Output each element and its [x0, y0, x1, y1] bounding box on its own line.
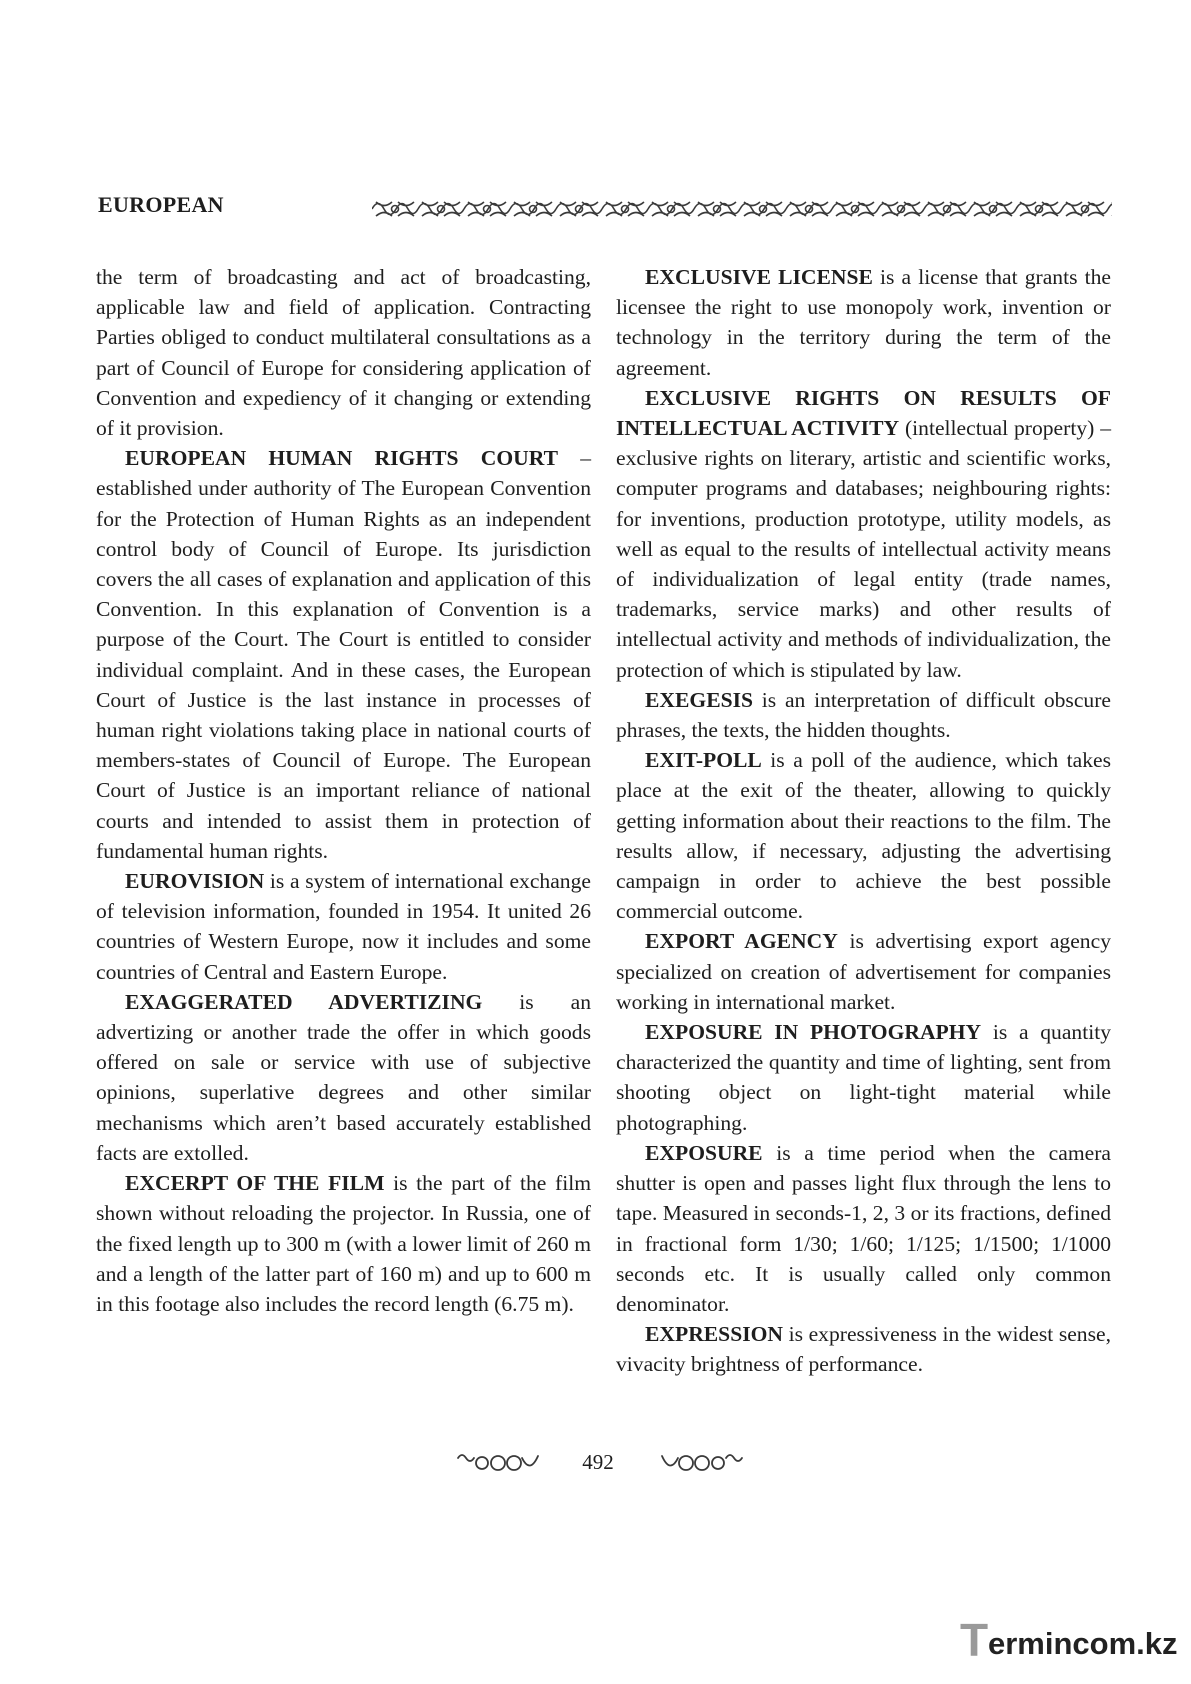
entry-text: is a quantity characterized the quantity and time of lighting, sent from shooting object on light-tight material while photographing.: [616, 1020, 1111, 1135]
entry-text: is an interpretation of difficult obscure phrases, the texts, the hidden thoughts.: [616, 687, 1111, 743]
entry-term: EUROPEAN HUMAN RIGHTS COURT: [125, 446, 558, 471]
entry-term: EXPOSURE IN PHOTOGRAPHY: [645, 1020, 982, 1045]
entry-text: is an advertizing or another trade the offer in which goods offered on sale or service with use of subjective opinions, superlative degrees and other similar mechanisms which aren’t based accurately established facts are extolled.: [96, 989, 591, 1165]
ornament-knot: [694, 202, 740, 216]
ornament-knot: [740, 202, 786, 216]
dictionary-entry: [616, 1017, 1111, 1138]
ornament-knot: [418, 202, 464, 216]
page-footer: [0, 1446, 1191, 1480]
ornament-knot: [878, 202, 924, 216]
svg-text:ermincom.kz: ermincom.kz: [988, 1626, 1178, 1661]
entry-text: is a poll of the audience, which takes place at the exit of the theater, allowing to quickly getting information about their reactions to the film. The results allow, if necessary, adjusting the advertising campaign in order to achieve the best possible commercial outcome.: [616, 748, 1111, 924]
ornament-knot: [786, 202, 832, 216]
dictionary-entry: [616, 745, 1111, 926]
ornament-knot: [970, 202, 1016, 216]
entry-text: is the part of the film shown without reloading the projector. In Russia, one of the fixed length up to 300 m (with a lower limit of 260 m and a length of the latter part of 160 m) and up to 600 m in this footage also includes the record length (6.75 m).: [96, 1171, 592, 1316]
entry-text: (intellectual property) – exclusive rights on literary, artistic and scientific works, computer programs and databases; neighbouring rights: for inventions, production prototype, utility models, as well as equal to the results of intellectual activity means of individualization of legal entity (trade names, trademarks, service marks) and other results of intellectual activity and methods of individualization, the protection of which is stipulated by law.: [616, 416, 1111, 682]
ornament-knot: [1108, 202, 1112, 216]
entry-text: – established under authority of The European Convention for the Protection of Human Rights as an independent control body of Council of Europe. Its jurisdiction covers the all cases of explanation and application of this Convention. In this explanation of Convention is a purpose of the Court. The Court is entitled to consider individual complaint. And in these cases, the European Court of Justice is the last instance in processes of human right violations taking place in national courts of members-states of Council of Europe. The European Court of Justice is an important reliance of national courts and intended to assist them in protection of fundamental human rights.: [96, 446, 591, 863]
dictionary-entry: [616, 685, 1111, 745]
dictionary-entry: [616, 1319, 1111, 1379]
ornament-knot: [648, 202, 694, 216]
running-head: EUROPEAN: [98, 192, 224, 217]
entry-term: EXAGGERATED ADVERTIZING: [125, 989, 483, 1014]
entry-text: the term of broadcasting and act of broadcasting, applicable law and field of application. Contracting Parties obliged to conduct multilateral consultations as a part of Council of Europe for considering application of Convention and expediency of it changing or extending of it provision.: [96, 265, 591, 441]
header-ornament-band: [372, 196, 1112, 222]
entry-term: EXCLUSIVE RIGHTS ON RESULTS OF INTELLECTUAL ACTIVITY: [616, 385, 1111, 441]
entry-continuation: [96, 262, 591, 443]
flourish-right-icon: [660, 1450, 744, 1476]
entry-term: EXIT-POLL: [645, 748, 762, 773]
svg-text:T: T: [960, 1618, 989, 1664]
entry-term: EXPOSURE: [645, 1140, 763, 1165]
ornament-knot: [464, 202, 510, 216]
ornament-knot: [832, 202, 878, 216]
entry-term: EUROVISION: [125, 869, 265, 894]
watermark-logo: [960, 1618, 1184, 1664]
dictionary-entry: [96, 1168, 591, 1319]
entry-text: is a time period when the camera shutter is open and passes light flux through the lens to tape. Measured in seconds-1, 2, 3 or its fractions, defined in fractional form 1/30; 1/60; 1/125; 1/1500; 1/1000 seconds etc. It is usually called only common denominator.: [616, 1140, 1111, 1316]
dictionary-entry: [616, 1138, 1111, 1319]
flourish-left-icon: [456, 1450, 540, 1476]
ornament-knot: [924, 202, 970, 216]
entry-term: EXEGESIS: [645, 687, 754, 712]
left-column: [96, 262, 591, 1319]
entry-term: EXPRESSION: [645, 1322, 783, 1347]
ornament-knot: [556, 202, 602, 216]
dictionary-entry: [616, 926, 1111, 1017]
dictionary-entry: [96, 443, 591, 866]
entry-text: is advertising export agency specialized on creation of advertisement for companies working in international market.: [616, 929, 1111, 1014]
ornament-knot: [1062, 202, 1108, 216]
right-column: [616, 262, 1111, 1380]
ornament-knot: [602, 202, 648, 216]
entry-term: EXPORT AGENCY: [645, 929, 838, 954]
dictionary-entry: [96, 866, 591, 987]
entry-text: is a system of international exchange of television information, founded in 1954. It united 26 countries of Western Europe, now it includes and some countries of Central and Eastern Europe.: [96, 869, 591, 984]
entry-term: EXCERPT OF THE FILM: [125, 1171, 385, 1196]
dictionary-entry: [616, 383, 1111, 685]
entry-term: EXCLUSIVE LICENSE: [645, 265, 873, 289]
entry-text: is a license that grants the licensee the right to use monopoly work, invention or technology in the territory during the term of the agreement.: [616, 265, 1111, 380]
page-number: 492: [582, 1450, 614, 1474]
dictionary-entry: [96, 987, 591, 1168]
ornament-knot: [372, 202, 418, 216]
dictionary-entry: [616, 262, 1111, 383]
ornament-knot: [1016, 202, 1062, 216]
ornament-knot: [510, 202, 556, 216]
entry-text: is expressiveness in the widest sense, vivacity brightness of performance.: [616, 1322, 1111, 1377]
